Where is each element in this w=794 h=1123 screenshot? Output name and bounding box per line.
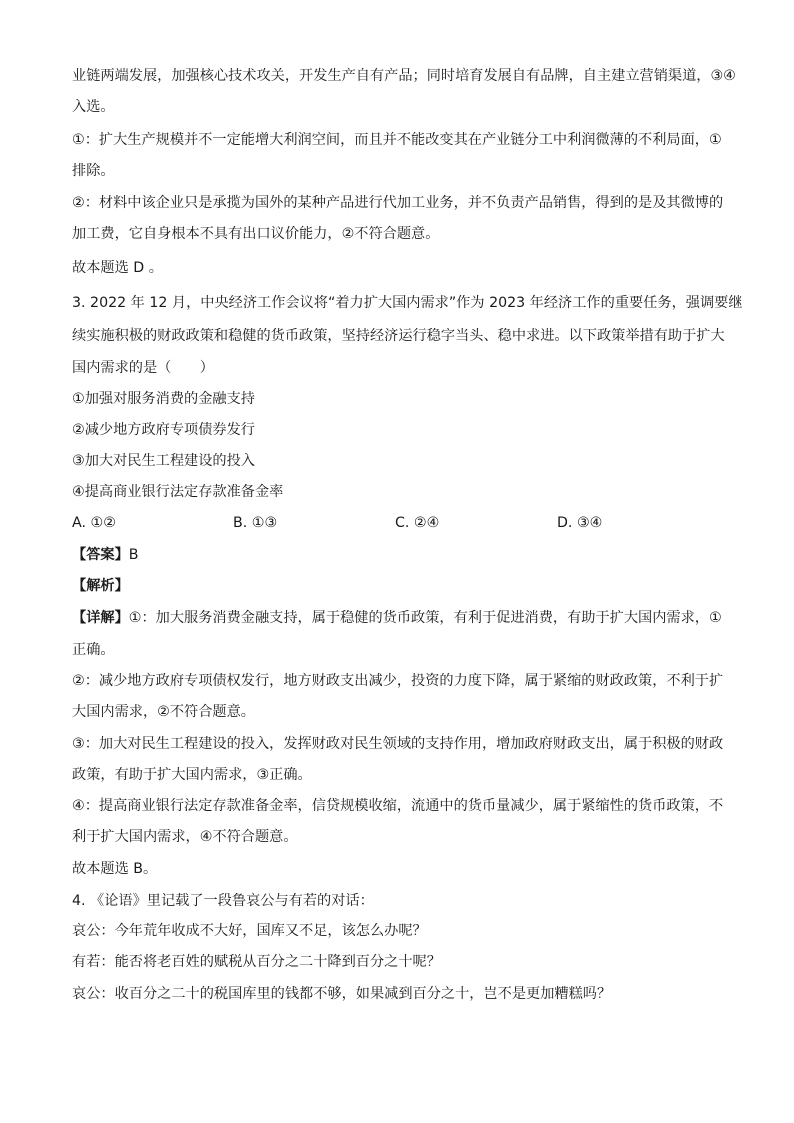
q4-stem: 4. 《论语》里记载了一段鲁哀公与有若的对话： [72,893,374,909]
q3-detail-line-8: 利于扩大国内需求，④不符合题意。 [72,829,298,845]
q3-option-a: A. ①② [72,515,116,531]
q3-option-d: D. ③④ [557,515,603,531]
q2-tail-line-1: 业链两端发展，加强核心技术攻关，开发生产自有产品；同时培育发展自有品牌，自主建立营销渠道，③④ [72,68,736,84]
q4-dialogue-3: 哀公：收百分之二十的税国库里的钱都不够，如果减到百分之十，岂不是更加糟糕吗？ [72,986,612,1002]
q3-detail-line-1 [72,608,727,628]
q3-statement-2: ②减少地方政府专项债券发行 [72,422,255,438]
q3-stem-line-2: 续实施积极的财政政策和稳健的货币政策，坚持经济运行稳字当头、稳中求进。以下政策举措有助于扩大 [72,328,725,344]
q3-detail-line-2: 正确。 [72,642,115,658]
q2-tail-line-3: ①：扩大生产规模并不一定能增大利润空间，而且并不能改变其在产业链分工中利润微薄的不利局面，① [72,132,722,148]
q3-detail-line-6: 政策，有助于扩大国内需求，③正确。 [72,767,312,783]
detail-label: 【详解】 [72,610,129,626]
answer-label: 【答案】 [72,547,129,563]
q2-tail-line-4: 排除。 [72,163,115,179]
q4-dialogue-2: 有若：能否将老百姓的赋税从百分之二十降到百分之十呢？ [72,954,441,970]
q3-detail-line-3: ②：减少地方政府专项债权发行，地方财政支出减少，投资的力度下降，属于紧缩的财政政策，不利于扩 [72,673,724,689]
analysis-label: 【解析】 [72,578,129,594]
q3-stem-line-1: 3. 2022 年 12 月，中央经济工作会议将“着力扩大国内需求”作为 2023 年经济工作的重要任务，强调要继 [72,295,743,311]
q3-statement-4: ④提高商业银行法定存款准备金率 [72,484,284,500]
q3-stem-line-3: 国内需求的是（ ） [72,360,214,376]
q3-option-b: B. ①③ [233,515,278,531]
q2-tail-line-5: ②：材料中该企业只是承揽为国外的某种产品进行代加工业务，并不负责产品销售，得到的是及其微博的 [72,195,724,211]
q3-detail-line-5: ③：加大对民生工程建设的投入，发挥财政对民生领域的支持作用，增加政府财政支出，属于积极的财政 [72,736,724,752]
q4-dialogue-1: 哀公：今年荒年收成不大好，国库又不足，该怎么办呢？ [72,923,427,939]
q3-statement-1: ①加强对服务消费的金融支持 [72,391,255,407]
q3-detail-conclusion: 故本题选 B。 [72,861,158,877]
q3-analysis-heading [72,576,727,596]
q2-tail-line-2: 入选。 [72,99,115,115]
q2-tail-conclusion: 故本题选 D 。 [72,260,163,276]
q2-tail-line-6: 加工费，它自身根本不具有出口议价能力，②不符合题意。 [72,226,440,242]
q3-statement-3: ③加大对民生工程建设的投入 [72,453,255,469]
q3-answer [72,545,727,565]
q3-detail-line-4: 大国内需求，②不符合题意。 [72,704,255,720]
answer-value: B [128,547,139,563]
q3-option-c: C. ②④ [395,515,440,531]
detail-text: ①：加大服务消费金融支持，属于稳健的货币政策，有利于促进消费，有助于扩大国内需求，① [128,610,722,626]
q3-detail-line-7: ④：提高商业银行法定存款准备金率，信贷规模收缩，流通中的货币量减少，属于紧缩性的货币政策，不 [72,798,724,814]
